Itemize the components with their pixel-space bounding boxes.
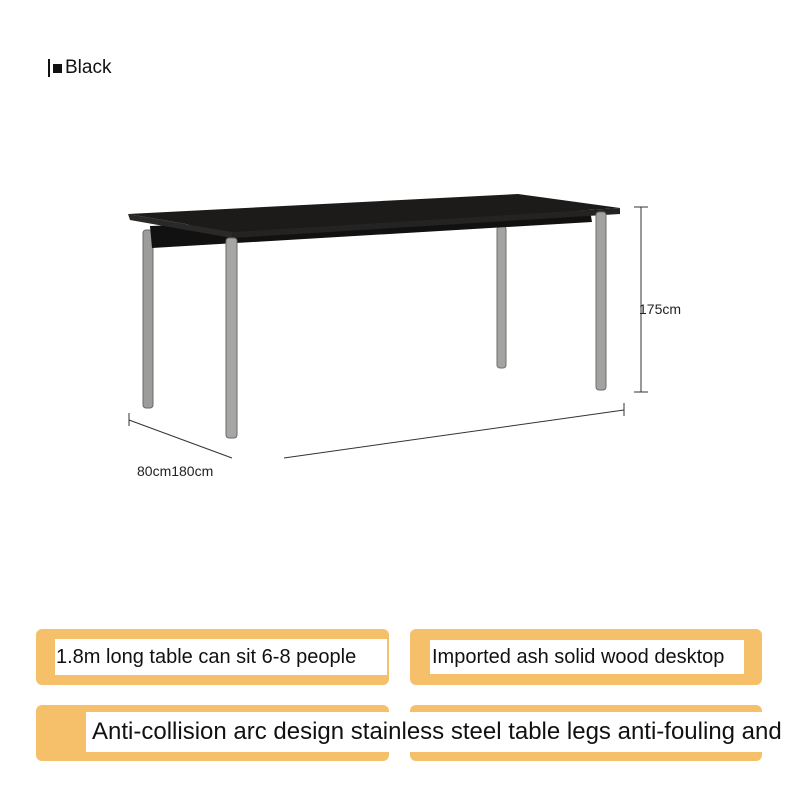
feature-text-legs: Anti-collision arc design stainless steel table legs anti-fouling and bbox=[86, 712, 800, 752]
feature-card-material bbox=[410, 629, 762, 685]
feature-text-material: Imported ash solid wood desktop bbox=[430, 640, 744, 674]
height-dimension-label: 175cm bbox=[639, 301, 682, 317]
base-dimension-label: 80cm180cm bbox=[137, 463, 214, 479]
depth-dimension-line bbox=[129, 413, 232, 458]
feature-text-capacity: 1.8m long table can sit 6-8 people bbox=[55, 639, 387, 675]
table-leg-back-right bbox=[497, 226, 506, 368]
table-leg-front-right bbox=[596, 212, 606, 390]
feature-card-capacity bbox=[36, 629, 389, 685]
color-variant-text: Black bbox=[65, 57, 112, 78]
height-dimension-line bbox=[634, 207, 648, 392]
table-leg-front-left bbox=[226, 238, 237, 438]
table-leg-back-left bbox=[143, 230, 153, 408]
length-dimension-line bbox=[284, 403, 624, 458]
